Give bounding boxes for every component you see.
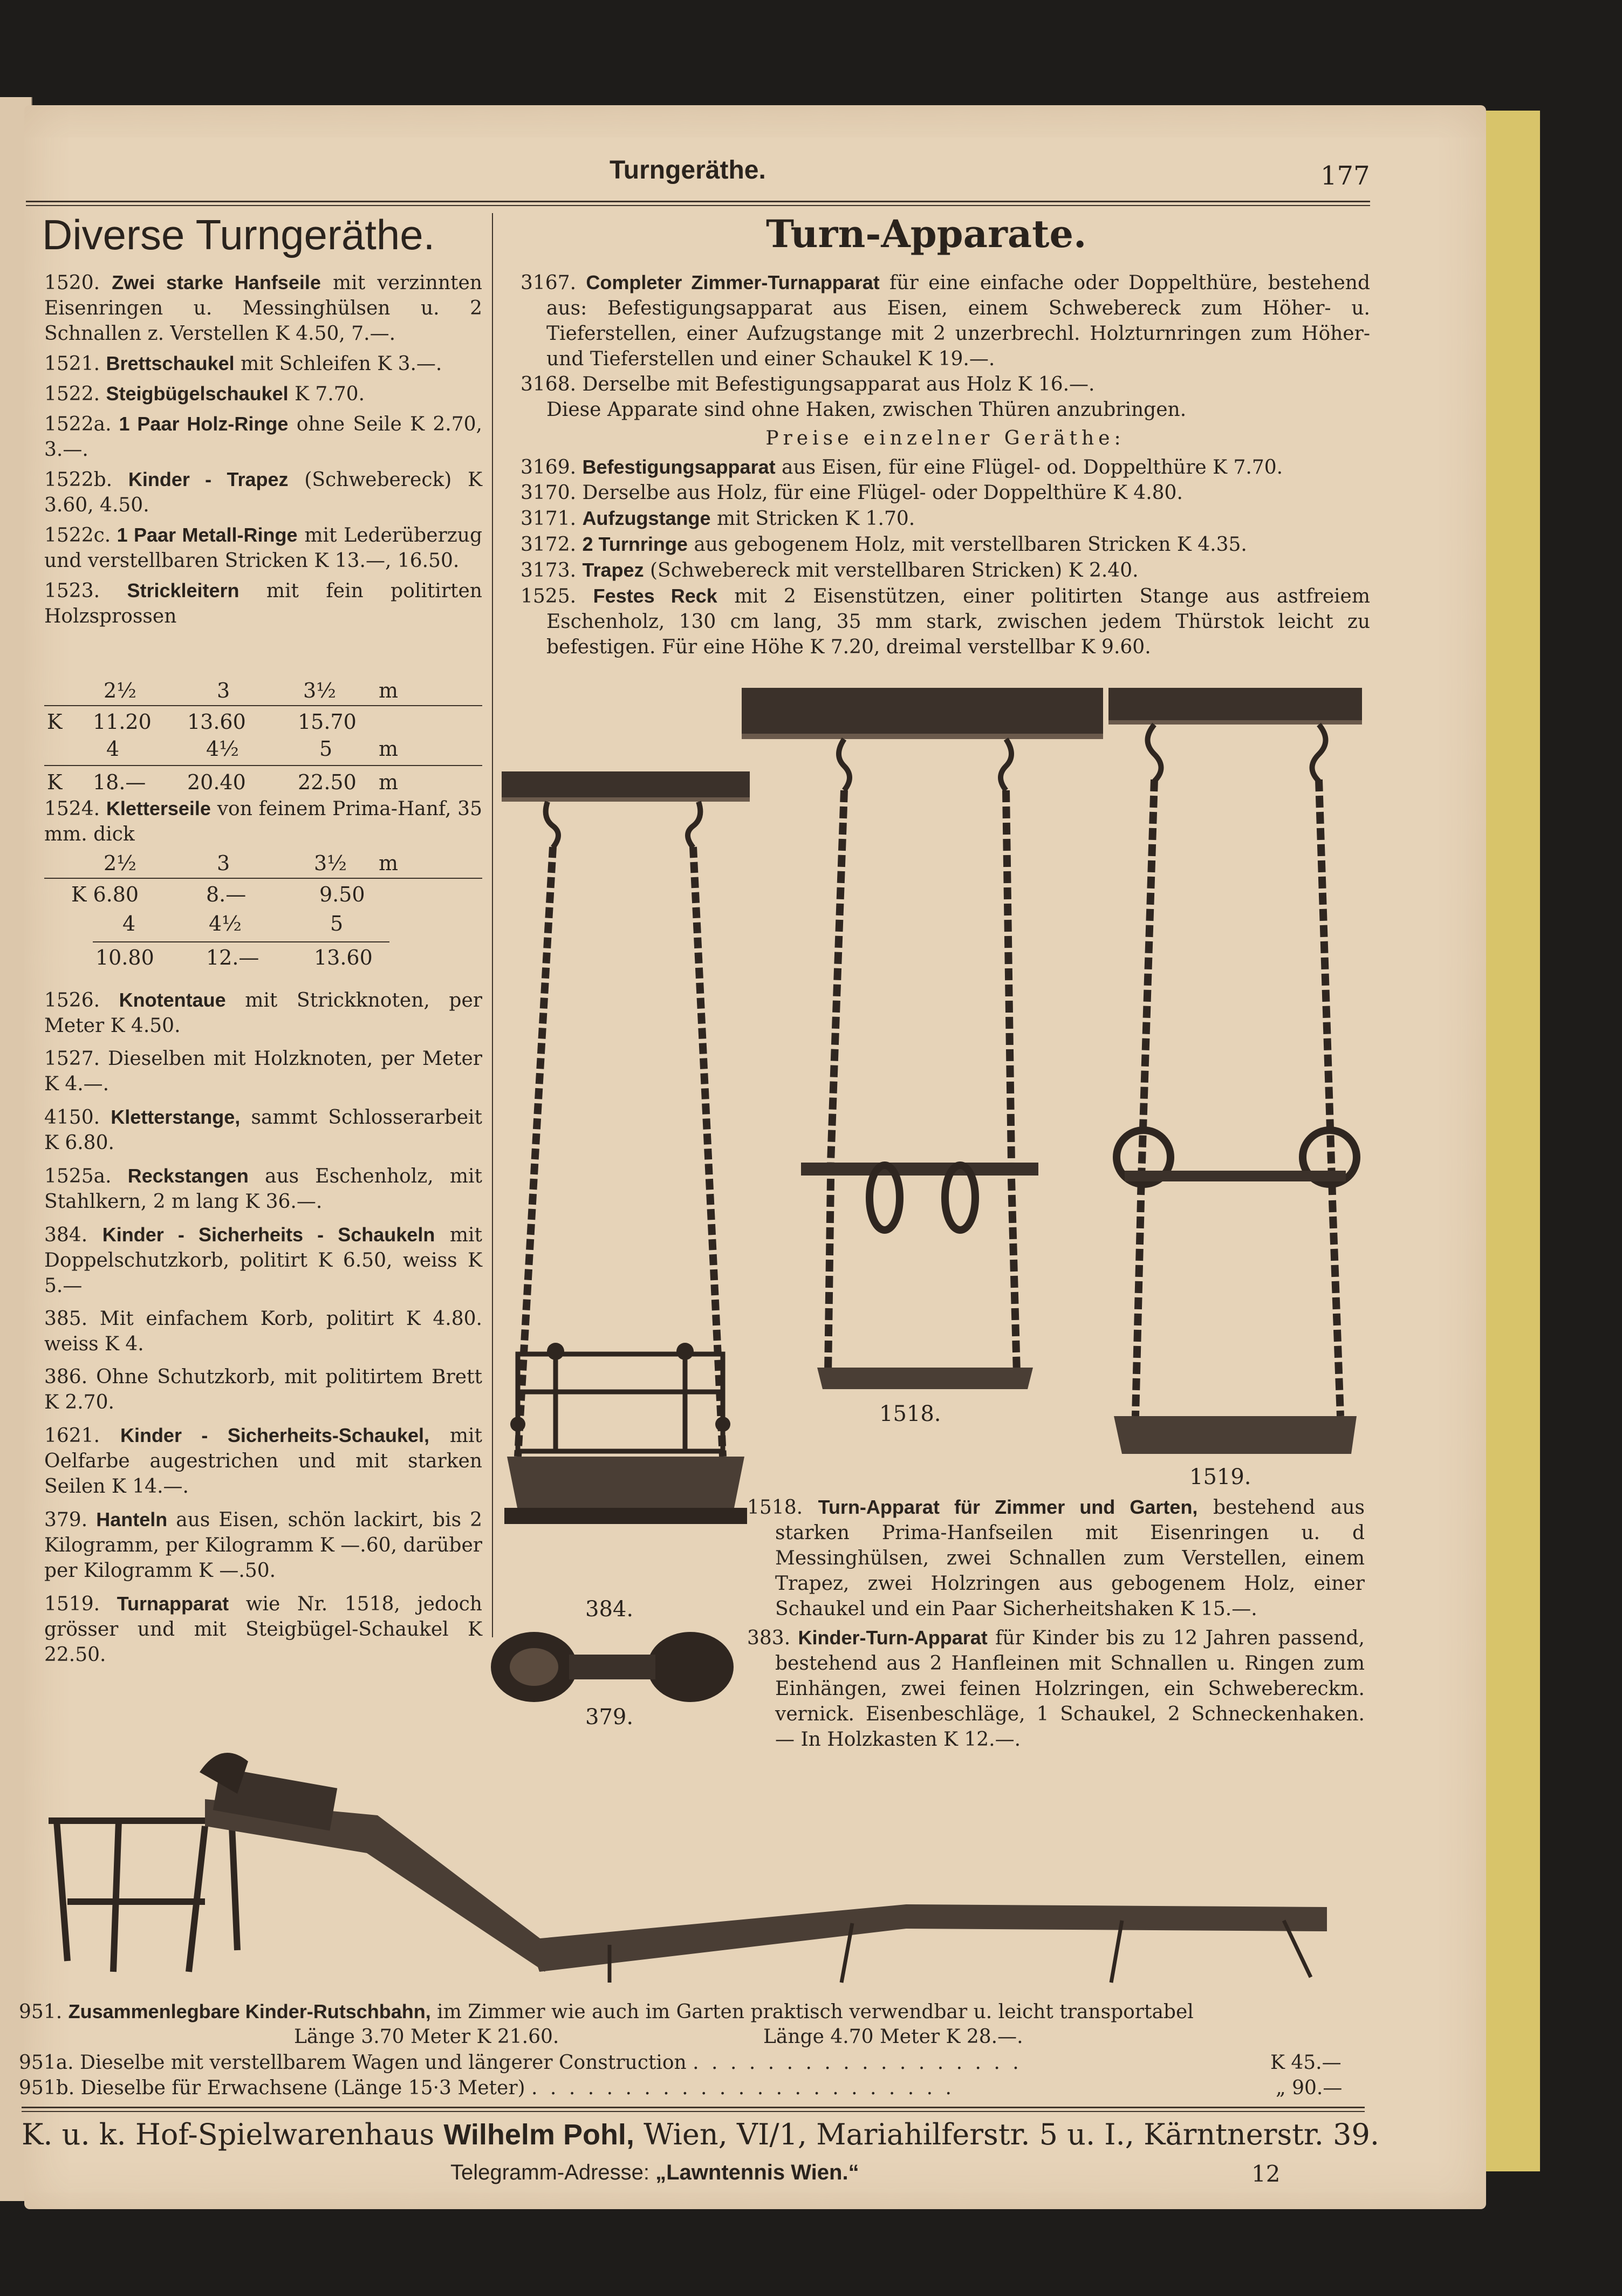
right-entries: [521, 270, 1370, 660]
caption-1518: 1518.: [879, 1402, 941, 1426]
entry-1520: 1520. Zwei starke Hanfseile mit verzinnten Eisenringen u. Messinghülsen u. 2 Schnallen z. Verstellen K 4.50, 7.—.: [44, 271, 482, 345]
table-cell: 3: [217, 851, 230, 875]
entry-383: 383. Kinder-Turn-Apparat für Kinder bis zu 12 Jahren passend, bestehend aus 2 Hanfleinen mit Schnallen u. Ringen zum Einhängen, zwei feinen Holzringen, ein Schwebereckm. vernick. Eisenbeschläge, 1 Schaukel, 2 Schneckenhaken. — In Holzkasten K 12.—.: [747, 1627, 1365, 1751]
entry-1518: 1518. Turn-Apparat für Zimmer und Garten, bestehend aus starken Prima-Hanfseilen mit Eisenringen u. d Messinghülsen, zwei Schnallen zum Verstellen, einem Trapez, zwei Holzringen aus gebogenem Holz, einer Schaukel und ein Paar Sicherheitshaken K 15.—.: [747, 1496, 1365, 1620]
table-cell: 4½: [209, 912, 242, 935]
table-cell: m: [379, 851, 399, 875]
table-cell: 3: [217, 679, 230, 702]
publisher-line: K. u. k. Hof-Spielwarenhaus Wilhelm Pohl, Wien, VI/1, Mariahilferstr. 5 u. I., Kärntnerstr. 39.: [22, 2117, 1379, 2151]
table-cell: 10.80: [95, 946, 154, 969]
entry-951b: 951b. Dieselbe für Erwachsene (Länge 15·3 Meter) . . . . . . . . . . . . . . . . . . . . . . .: [19, 2077, 955, 2099]
entry-1526: 1526. Knotentaue mit Strickknoten, per Meter K 4.50.: [44, 989, 482, 1037]
length-2: Länge 4.70 Meter K 28.—.: [763, 2026, 1023, 2048]
table-cell: m: [379, 770, 399, 794]
length-1: Länge 3.70 Meter K 21.60.: [294, 2026, 559, 2048]
table-rule: [44, 765, 482, 766]
note: Diese Apparate sind ohne Haken, zwischen Thüren anzubringen.: [546, 399, 1187, 421]
table-cell: 2½: [104, 851, 137, 875]
entry-951: 951. Zusammenlegbare Kinder-Rutschbahn, im Zimmer wie auch im Garten praktisch verwendbar u. leicht transportabel: [19, 2000, 1194, 2023]
dumbbell-illustration: [488, 1627, 736, 1707]
table-cell: K: [47, 770, 63, 794]
table-cell: 3½: [314, 851, 347, 875]
footer-rule: [22, 2107, 1365, 2108]
table-cell: 5: [330, 912, 344, 935]
table-cell: 4½: [206, 737, 239, 761]
entry-1522b: 1522b. Kinder - Trapez (Schwebereck) K 3.60, 4.50.: [44, 468, 482, 516]
page-number: 177: [1320, 161, 1370, 191]
price-951a: K 45.—: [1270, 2052, 1342, 2074]
entry-3173: 3173. Trapez (Schwebereck mit verstellbaren Stricken) K 2.40.: [521, 559, 1139, 582]
entry-4150: 4150. Kletterstange, sammt Schlosserarbeit K 6.80.: [44, 1106, 482, 1154]
safety-swing-illustration: [496, 766, 755, 1591]
entry-385: 385. Mit einfachem Korb, politirt K 4.80. weiss K 4.: [44, 1308, 482, 1355]
table-cell: K 6.80: [71, 883, 139, 906]
left-heading: Diverse Turngeräthe.: [42, 211, 435, 258]
column-divider: [492, 213, 493, 1637]
entry-386: 386. Ohne Schutzkorb, mit politirtem Brett K 2.70.: [44, 1366, 482, 1413]
caption-379: 379.: [585, 1705, 634, 1730]
telegram-line: Telegramm-Adresse: „Lawntennis Wien.“: [450, 2161, 859, 2184]
header-rule-thin: [26, 205, 1370, 206]
table-cell: m: [379, 679, 399, 702]
table-cell: K: [47, 710, 63, 734]
ladder-price-table: [44, 677, 482, 812]
entry-3167: 3167. Completer Zimmer-Turnapparat für eine einfache oder Doppelthüre, bestehend aus: Befestigungsapparat aus Eisen, einem Schwebereck zum Höher- u. Tieferstellen, einer Aufzugstange mit 2 unzerbrechl. Holzturnringen zum Höher- und Tieferstellen und einer Schaukel K 19.—.: [521, 271, 1370, 370]
entry-1525: 1525. Festes Reck mit 2 Eisenstützen, einer politirten Stange aus astfreiem Eschenholz, 130 cm lang, 35 mm stark, zwischen jedem Thürstok leicht zu befestigen. Für eine Höhe K 7.20, dreimal verstellbar K 9.60.: [521, 585, 1370, 658]
entry-1522a: 1522a. 1 Paar Holz-Ringe ohne Seile K 2.70, 3.—.: [44, 413, 483, 461]
left-entries-a: [44, 270, 482, 629]
entry-379: 379. Hanteln aus Eisen, schön lackirt, bis 2 Kilogramm, per Kilogramm K —.60, darüber per Kilogramm K —.50.: [44, 1508, 482, 1582]
table-cell: 12.—: [206, 946, 259, 969]
prices-heading: Preise einzelner Geräthe:: [765, 427, 1125, 449]
rope-price-table: [44, 850, 482, 985]
entry-1523: 1523. Strickleitern mit fein politirten Holzsprossen: [44, 579, 482, 627]
right-lower-entries: [747, 1494, 1365, 1752]
table-cell: 8.—: [206, 883, 247, 906]
rings-apparatus-illustration: [1103, 682, 1367, 1470]
table-cell: 22.50: [298, 770, 357, 794]
slide-illustration: [43, 1745, 1349, 1999]
entry-1521: 1521. Brettschaukel mit Schleifen K 3.—.: [44, 352, 442, 375]
table-cell: 13.60: [314, 946, 373, 969]
entry-3172: 3172. 2 Turnringe aus gebogenem Holz, mit verstellbaren Stricken K 4.35.: [521, 533, 1247, 556]
table-cell: 15.70: [298, 710, 357, 734]
table-cell: m: [379, 737, 399, 761]
footer-rule-thin: [22, 2111, 1365, 2112]
right-heading: Turn-Apparate.: [766, 211, 1087, 256]
entry-1519: 1519. Turnapparat wie Nr. 1518, jedoch grösser und mit Steigbügel-Schaukel K 22.50.: [44, 1593, 482, 1666]
entry-3168: 3168. Derselbe mit Befestigungsapparat aus Holz K 16.—.: [521, 373, 1095, 395]
entry-1524: 1524. Kletterseile von feinem Prima-Hanf, 35 mm. dick: [44, 797, 482, 845]
table-rule: [93, 941, 389, 942]
table-cell: 4: [122, 912, 136, 935]
header-rule: [26, 201, 1370, 202]
table-cell: 18.—: [93, 770, 146, 794]
running-header: Turngeräthe.: [610, 156, 766, 184]
table-cell: 5: [319, 737, 333, 761]
entry-1621: 1621. Kinder - Sicherheits-Schaukel, mit Oelfarbe augestrichen und mit starken Seilen K 14.—.: [44, 1424, 483, 1498]
table-cell: 3½: [303, 679, 337, 702]
table-cell: 13.60: [187, 710, 246, 734]
entry-1527: 1527. Dieselben mit Holzknoten, per Meter K 4.—.: [44, 1048, 482, 1095]
table-cell: 2½: [104, 679, 137, 702]
caption-1519: 1519.: [1189, 1465, 1251, 1489]
price-951b: „ 90.—: [1276, 2077, 1343, 2099]
table-cell: 4: [106, 737, 120, 761]
table-cell: 11.20: [93, 710, 152, 734]
entry-3171: 3171. Aufzugstange mit Stricken K 1.70.: [521, 507, 915, 530]
entry-1525a: 1525a. Reckstangen aus Eschenholz, mit Stahlkern, 2 m lang K 36.—.: [44, 1165, 482, 1213]
table-rule: [44, 878, 482, 879]
entry-384: 384. Kinder - Sicherheits - Schaukeln mit Doppelschutzkorb, politirt K 6.50, weiss K 5.—: [44, 1224, 483, 1297]
table-cell: 9.50: [319, 883, 365, 906]
left-entries-b: [44, 987, 482, 1668]
entry-1522: 1522. Steigbügelschaukel K 7.70.: [44, 382, 365, 405]
table-rule: [44, 705, 482, 706]
entry-3170: 3170. Derselbe aus Holz, für eine Flügel- oder Doppelthüre K 4.80.: [521, 482, 1183, 504]
entry-3169: 3169. Befestigungsapparat aus Eisen, für eine Flügel- od. Doppelthüre K 7.70.: [521, 456, 1283, 479]
entry-951a: 951a. Dieselbe mit verstellbarem Wagen und längerer Construction . . . . . . . . . . . . . . . . . .: [19, 2052, 1022, 2074]
trapeze-apparatus-illustration: [742, 682, 1103, 1411]
table-cell: 20.40: [187, 770, 246, 794]
sheet-number: 12: [1251, 2161, 1281, 2187]
caption-384: 384.: [585, 1597, 634, 1622]
entry-1522c: 1522c. 1 Paar Metall-Ringe mit Lederüberzug und verstellbaren Stricken K 13.—, 16.50.: [44, 524, 483, 572]
